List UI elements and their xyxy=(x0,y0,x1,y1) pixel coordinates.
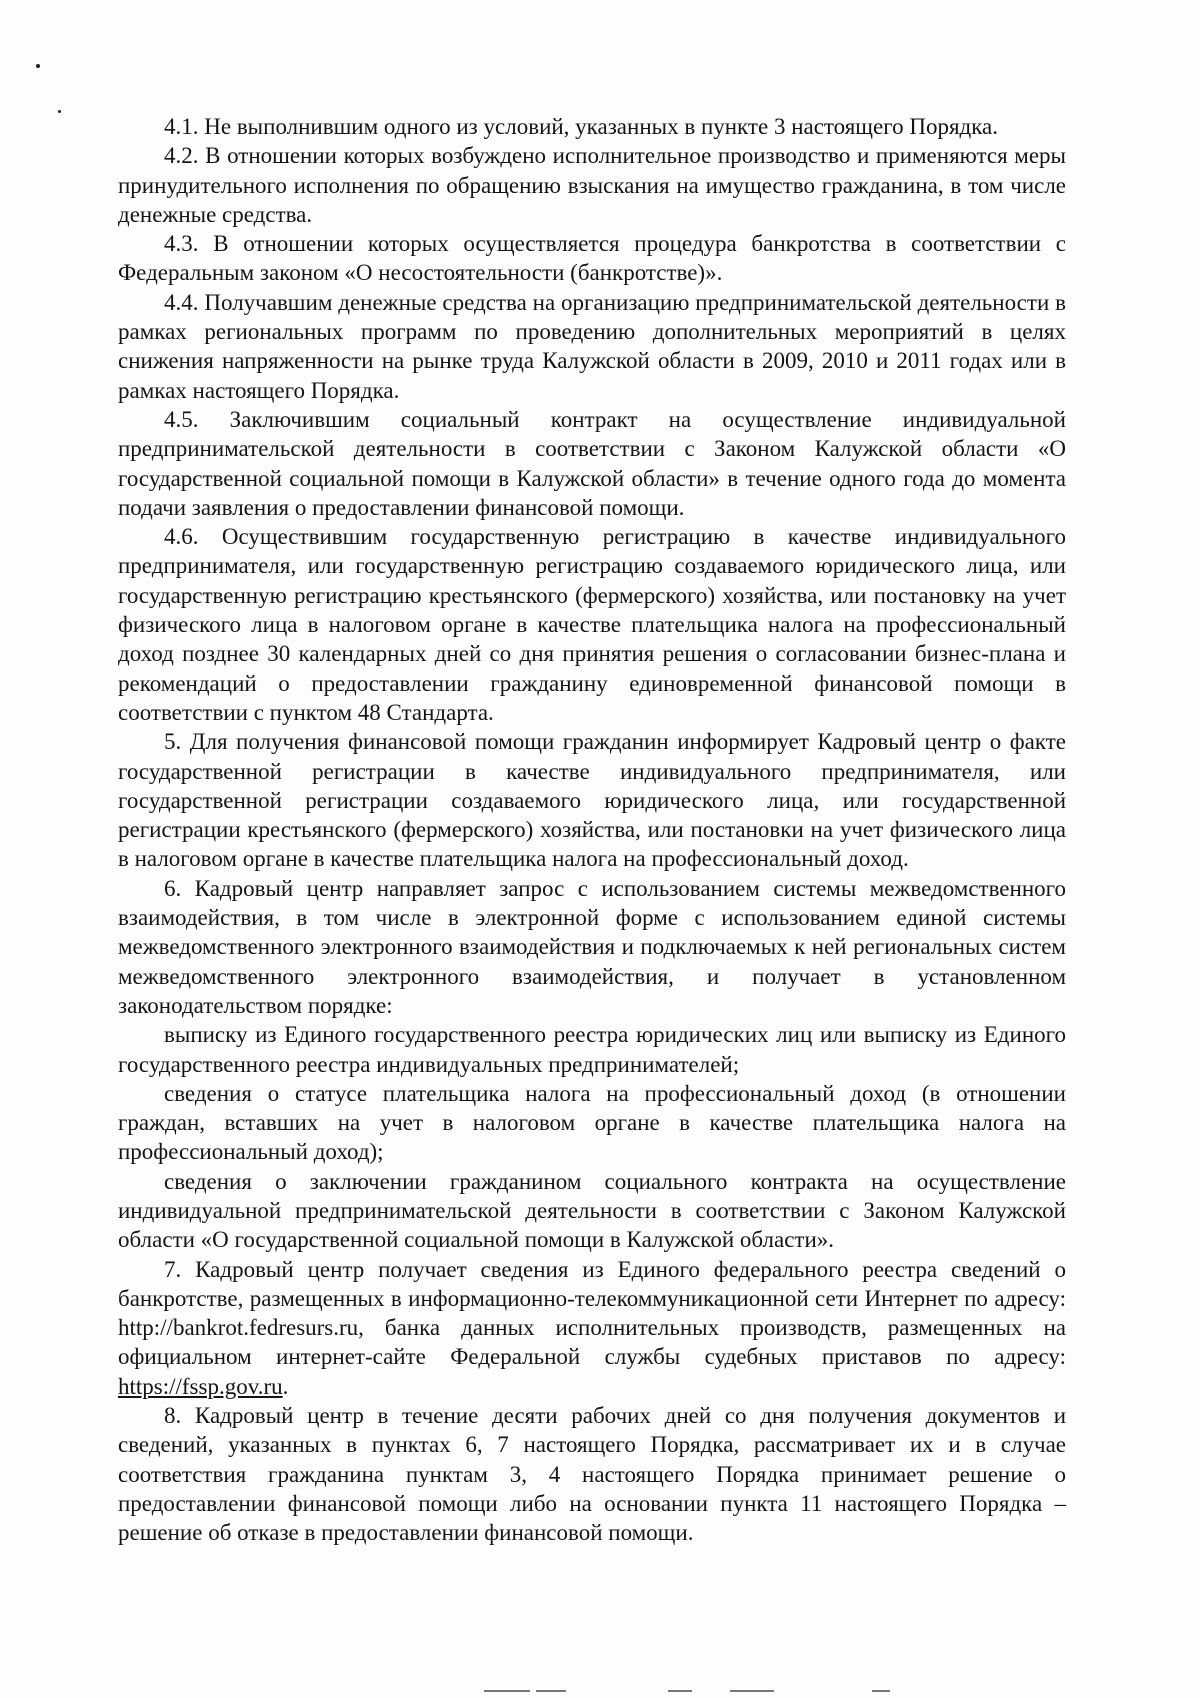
scan-speck xyxy=(36,64,40,68)
paragraph-6: 6. Кадровый центр направляет запрос с использованием системы межведомственного взаимодействия, в том числе в электронной форме с использованием единой системы межведомственного электронного взаимодействия и подключаемых к ней региональных систем межведомственного электронного взаимодействия, и получает в установленном законодательством порядке: xyxy=(118,875,1066,1018)
fssp-link[interactable]: https://fssp.gov.ru xyxy=(118,1373,283,1399)
scan-artifact xyxy=(730,1690,774,1692)
paragraph-4-5: 4.5. Заключившим социальный контракт на осуществление индивидуальной предпринимательской деятельности в соответствии с Законом Калужской области «О государственной социальной помощи в Калужской области» в течение одного года до момента подачи заявления о предоставлении финансовой помощи. xyxy=(118,406,1066,520)
paragraph-6-item-egrul: выписку из Единого государственного реестра юридических лиц или выписку из Единого государственного реестра индивидуальных предпринимателей; xyxy=(118,1022,1066,1077)
scan-artifact xyxy=(668,1690,692,1692)
paragraph-6-item-npd: сведения о статусе плательщика налога на профессиональный доход (в отношении граждан, вставших на учет в налоговом органе в качестве плательщика налога на профессиональный доход); xyxy=(118,1080,1066,1165)
scan-artifact xyxy=(872,1690,890,1692)
paragraph-4-1: 4.1. Не выполнившим одного из условий, указанных в пункте 3 настоящего Порядка. xyxy=(164,114,999,139)
scan-artifact xyxy=(536,1690,566,1692)
paragraph-4-6: 4.6. Осуществившим государственную регистрацию в качестве индивидуального предпринимателя, или государственную регистрацию создаваемого юридического лица, или государственную регистрацию крестьянского (фермерского) хозяйства, или постановку на учет физического лица в налоговом органе в качестве плательщика налога на профессиональный доход позднее 30 календарных дней со дня принятия решения о согласовании бизнес-плана и рекомендаций о предоставлении гражданину единовременной финансовой помощи в соответствии с пунктом 48 Стандарта. xyxy=(118,524,1066,725)
scan-artifact xyxy=(484,1690,530,1692)
paragraph-4-2: 4.2. В отношении которых возбуждено исполнительное производство и применяются меры принудительного исполнения по обращению взыскания на имущество гражданина, в том числе денежные средства. xyxy=(118,143,1066,227)
paragraph-4-4: 4.4. Получавшим денежные средства на организацию предпринимательской деятельности в рамках региональных программ по проведению дополнительных мероприятий в целях снижения напряженности на рынке труда Калужской области в 2009, 2010 и 2011 годах или в рамках настоящего Порядка. xyxy=(118,289,1066,403)
paragraph-5: 5. Для получения финансовой помощи гражданин информирует Кадровый центр о факте государственной регистрации в качестве индивидуального предпринимателя, или государственной регистрации создаваемого юридического лица, или государственной регистрации крестьянского (фермерского) хозяйства, или постановки на учет физического лица в налоговом органе в качестве плательщика налога на профессиональный доход. xyxy=(118,729,1066,872)
paragraph-6-item-contract: сведения о заключении гражданином социального контракта на осуществление индивидуальной предпринимательской деятельности в соответствии с Законом Калужской области «О государственной социальной помощи в Калужской области». xyxy=(118,1168,1066,1253)
paragraph-7-end: . xyxy=(282,1373,289,1399)
paragraph-4-3: 4.3. В отношении которых осуществляется процедура банкротства в соответствии с Федеральным законом «О несостоятельности (банкротстве)». xyxy=(118,231,1066,286)
paragraph-8: 8. Кадровый центр в течение десяти рабочих дней со дня получения документов и сведений, указанных в пунктах 6, 7 настоящего Порядка, рассматривает их и в случае соответствия гражданина пунктам 3, 4 настоящего Порядка принимает решение о предоставлении финансовой помощи либо на основании пункта 11 настоящего Порядка – решение об отказе в предоставлении финансовой помощи. xyxy=(118,1403,1066,1546)
scan-speck xyxy=(58,110,61,113)
paragraph-7-text: 7. Кадровый центр получает сведения из Единого федерального реестра сведений о банкротстве, размещенных в информационно-телекоммуникационной сети Интернет по адресу: http://bankrot.fedresurs.ru, банка данных исполнительных производств, размещенных на официальном интернет-сайте Федеральной службы судебных приставов по адресу: xyxy=(118,1256,1066,1370)
document-body xyxy=(118,112,1066,1548)
paragraph-7 xyxy=(118,1255,1066,1401)
